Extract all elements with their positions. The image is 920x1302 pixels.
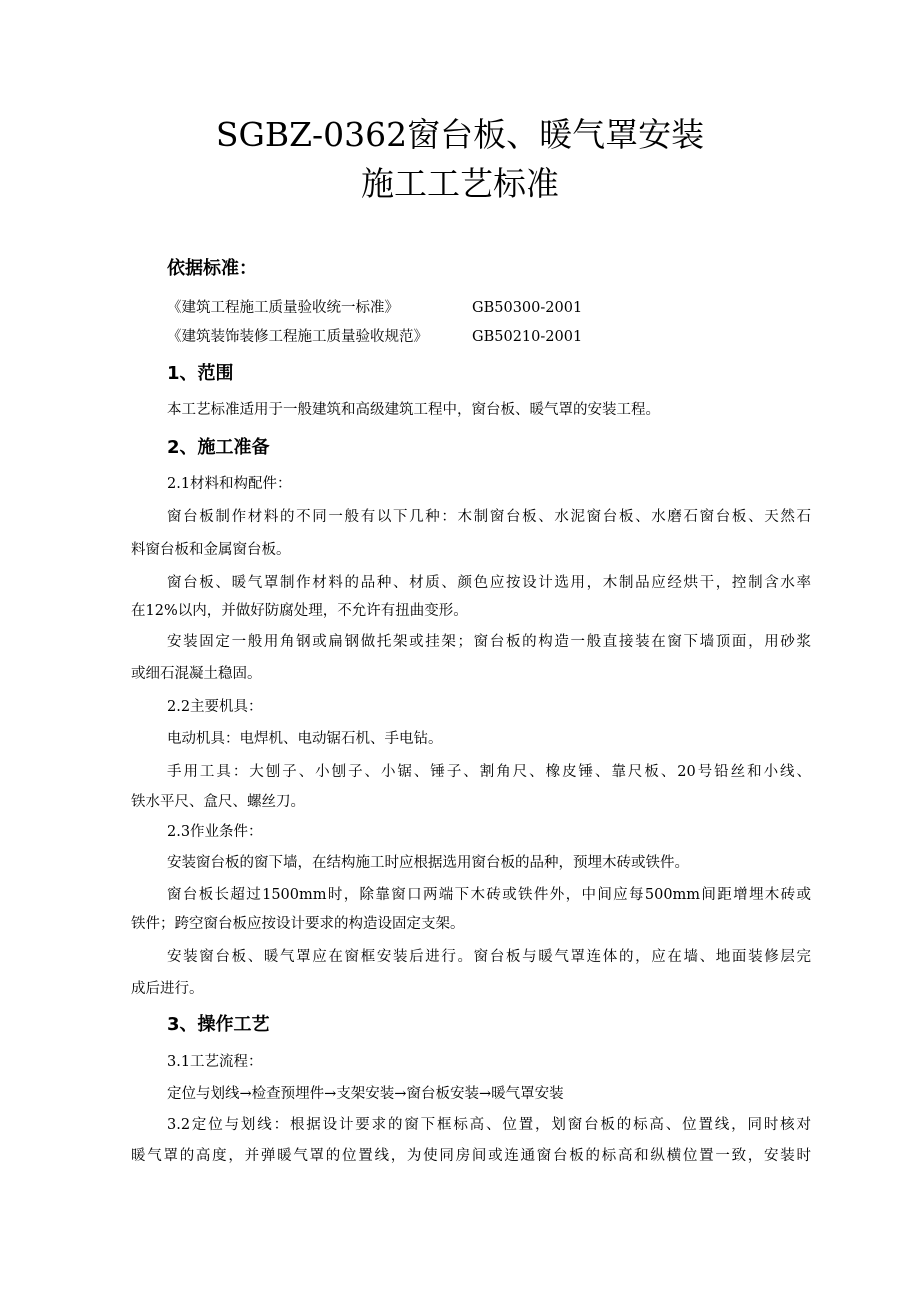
paragraph-line: 安装窗台板、暖气罩应在窗框安装后进行。窗台板与暖气罩连体的，应在墙、地面装修层完 — [167, 949, 811, 965]
standard-code: GB50300-2001 — [472, 300, 583, 316]
subsection-3-1: 3.1工艺流程： — [167, 1054, 263, 1070]
paragraph-line: 在12%以内，并做好防腐处理，不允许有扭曲变形。 — [131, 603, 468, 619]
standard-row — [167, 298, 582, 318]
paragraph-line: 窗台板制作材料的不同一般有以下几种：木制窗台板、水泥窗台板、水磨石窗台板、天然石 — [167, 509, 811, 525]
paragraph-line: 手用工具：大刨子、小刨子、小锯、锤子、割角尺、橡皮锤、靠尺板、20号铅丝和小线、 — [167, 764, 811, 780]
standard-code: GB50210-2001 — [472, 329, 583, 345]
section-1-heading: 1、范围 — [167, 363, 234, 384]
document-title-line1: SGBZ-0362窗台板、暖气罩安装 — [215, 115, 705, 154]
subsection-2-3: 2.3作业条件： — [167, 824, 263, 840]
paragraph-line: 窗台板、暖气罩制作材料的品种、材质、颜色应按设计选用，木制品应经烘干，控制含水率 — [167, 575, 811, 591]
standard-name: 《建筑工程施工质量验收统一标准》 — [167, 300, 399, 316]
section-2-heading: 2、施工准备 — [167, 437, 270, 458]
paragraph-line: 铁件；跨空窗台板应按设计要求的构造设固定支架。 — [131, 916, 465, 932]
standard-name: 《建筑装饰装修工程施工质量验收规范》 — [167, 329, 428, 345]
document-title-line2: 施工工艺标准 — [361, 164, 559, 203]
paragraph-line: 或细石混凝土稳固。 — [131, 666, 262, 682]
paragraph-line: 窗台板长超过1500mm时，除靠窗口两端下木砖或铁件外，中间应每500mm间距增埋木砖或 — [167, 887, 811, 903]
paragraph-line: 暖气罩的高度，并弹暖气罩的位置线，为使同房间或连通窗台板的标高和纵横位置一致，安装时 — [131, 1148, 811, 1164]
section-3-heading: 3、操作工艺 — [167, 1014, 270, 1035]
subsection-2-1: 2.1材料和构配件： — [167, 476, 292, 492]
paragraph-line: 3.2定位与划线：根据设计要求的窗下框标高、位置，划窗台板的标高、位置线，同时核对 — [167, 1117, 811, 1133]
section-1-paragraph: 本工艺标准适用于一般建筑和高级建筑工程中，窗台板、暖气罩的安装工程。 — [167, 402, 660, 418]
paragraph-line: 成后进行。 — [131, 981, 204, 997]
subsection-2-2: 2.2主要机具： — [167, 699, 263, 715]
paragraph-line: 铁水平尺、盒尺、螺丝刀。 — [131, 794, 305, 810]
standard-row — [167, 327, 582, 347]
paragraph-line: 安装固定一般用角钢或扁钢做托架或挂架；窗台板的构造一般直接装在窗下墙顶面，用砂浆 — [167, 634, 811, 650]
process-flow: 定位与划线→检查预埋件→支架安装→窗台板安装→暖气罩安装 — [167, 1086, 564, 1102]
basis-heading: 依据标准： — [167, 258, 257, 279]
paragraph-line: 料窗台板和金属窗台板。 — [131, 542, 291, 558]
paragraph-line: 电动机具：电焊机、电动锯石机、手电钻。 — [167, 731, 443, 747]
paragraph-line: 安装窗台板的窗下墙，在结构施工时应根据选用窗台板的品种，预埋木砖或铁件。 — [167, 855, 689, 871]
